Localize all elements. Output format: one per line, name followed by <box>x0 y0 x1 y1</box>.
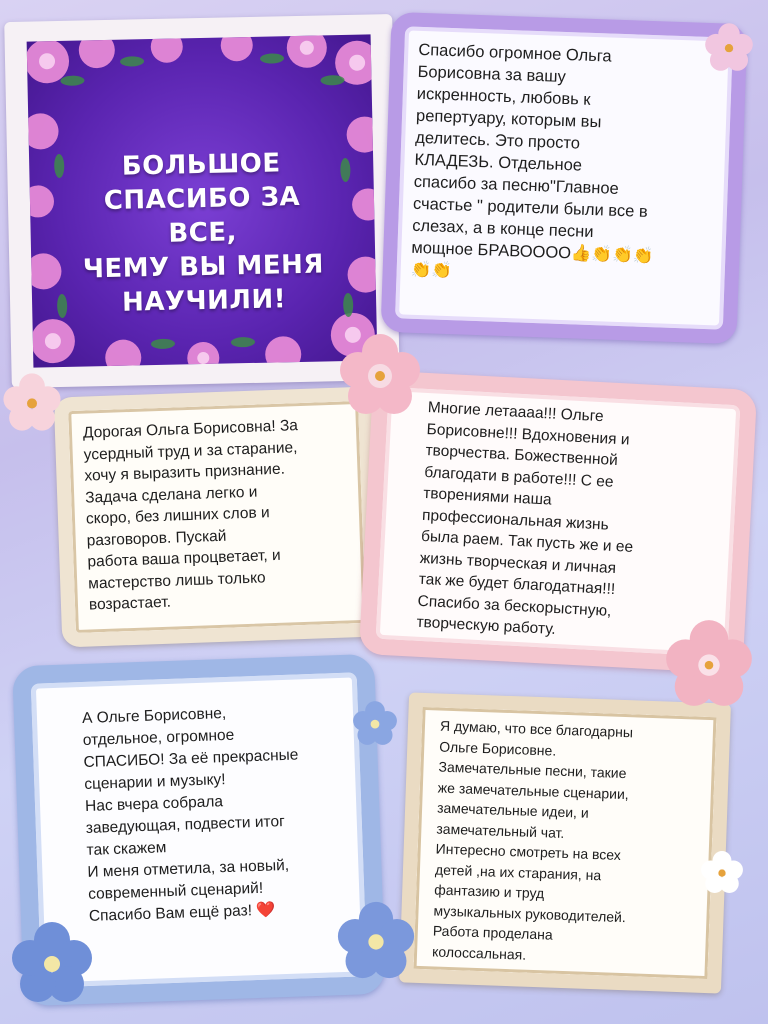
note-text: Дорогая Ольга Борисовна! За усердный труд и за старание, хочу я выразить признание. Задача сделана легко и скоро, без лишних слов и разговоров. Пускай работа ваша процветает, и мастерство лишь только возрастает. <box>82 417 299 614</box>
flower-icon <box>10 920 94 1004</box>
note-text: Спасибо огромное Ольга Борисовна за вашу искренность, любовь к репертуару, которым вы делитесь. Это просто КЛАДЕЗЬ. Отдельное спасибо за песню"Главное счастье " родители были все в слезах, а в конце песни мощное БРАВОООО👍👏👏👏 👏👏 <box>410 40 654 281</box>
flower-icon <box>338 332 422 416</box>
note-text: Многие летаааа!!! Ольге Борисовне!!! Вдохновения и творчества. Божественной благодати в работе!!! С ее творениями наша профессиональная жизнь была раем. Так пусть же и ее жизнь творческая и личная так же будет благодатная!!! Спасибо за бескорыстную, творческую работу. <box>416 399 634 639</box>
flower-icon <box>336 900 416 980</box>
flower-icon <box>2 372 62 432</box>
flower-icon <box>704 22 754 72</box>
note-card-beige <box>399 692 731 993</box>
note-card-cream <box>54 387 381 648</box>
note-card-lilac <box>381 12 748 344</box>
title-heading: БОЛЬШОЕ СПАСИБО ЗА ВСЕ, ЧЕМУ ВЫ МЕНЯ НАУЧИЛИ! <box>82 148 325 318</box>
title-panel <box>27 34 378 367</box>
flower-icon <box>352 700 398 746</box>
flower-icon <box>664 618 754 708</box>
note-text: А Ольге Борисовне, отдельное, огромное СПАСИБО! За её прекрасные сценарии и музыку! Нас вчера собрала заведующая, подвести итог так скажем И меня отметила, за новый, современный сценарий! Спасибо Вам ещё раз! ❤️ <box>81 704 299 925</box>
flower-icon <box>700 850 744 894</box>
note-text: Я думаю, что все благодарны Ольге Борисовне. Замечательные песни, такие же замечательные сценарии, замечательные идеи, и замечательный чат. Интересно смотреть на всех детей ,на их старания, на фантазию и труд музыкальных руководителей. Работа проделана колоссальная. <box>431 717 634 963</box>
